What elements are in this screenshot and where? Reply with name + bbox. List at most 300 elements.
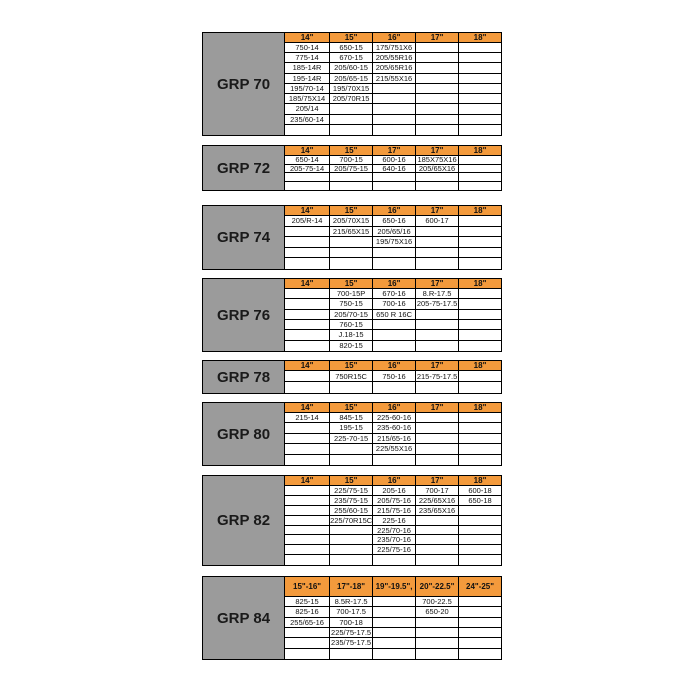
size-cell: 215/75-16 [373,506,416,516]
table-row [285,156,501,165]
size-cell [416,227,459,238]
size-cell [459,413,501,423]
group-label: GRP 78 [203,361,285,393]
size-cell [285,310,330,320]
size-cell: 235/65X16 [416,506,459,516]
size-cell: 235-60-16 [373,423,416,433]
size-cell: 235/70-16 [373,535,416,545]
header-cell: 19"-19.5", [373,577,416,597]
size-cell [285,486,330,496]
table-row [285,371,501,382]
size-cell [416,618,459,628]
size-cell: 670-15 [330,53,373,63]
size-cell: 225-16 [373,516,416,526]
size-cell: 215/55X16 [373,74,416,84]
group-grp-84 [202,576,502,660]
size-grid [285,476,501,565]
size-cell: 205/65R16 [373,63,416,73]
size-cell: 205/14 [285,104,330,114]
size-cell [373,94,416,104]
table-row [285,165,501,174]
size-cell [459,104,501,114]
size-cell: 600-18 [459,486,501,496]
table-row [285,618,501,628]
size-cell [459,607,501,617]
header-cell: 17" [416,476,459,486]
table-row [285,258,501,269]
size-cell: J.18-15 [330,330,373,340]
table-row [285,382,501,393]
size-cell [416,320,459,330]
table-row [285,526,501,536]
size-cell [459,216,501,227]
size-cell [285,444,330,454]
size-cell [416,545,459,555]
size-cell: 205/60-15 [330,63,373,73]
size-cell: 235/60-14 [285,115,330,125]
size-cell [373,555,416,565]
size-cell: 750-16 [373,371,416,382]
size-cell: 700-22.5 [416,597,459,607]
size-cell: 820-15 [330,341,373,351]
size-cell [285,455,330,465]
size-cell [459,423,501,433]
header-cell: 16" [373,33,416,43]
table-row [285,104,501,114]
size-grid [285,206,501,269]
table-row [285,63,501,73]
size-cell [459,618,501,628]
header-cell: 14" [285,403,330,413]
size-cell [373,320,416,330]
size-cell [416,173,459,182]
size-cell: 700-17.5 [330,607,373,617]
size-cell [416,444,459,454]
header-cell: 15" [330,279,373,289]
header-row [285,206,501,216]
size-cell [416,423,459,433]
size-cell [285,299,330,309]
table-row [285,628,501,638]
size-cell: 225/65X16 [416,496,459,506]
size-cell: 775-14 [285,53,330,63]
size-cell [373,618,416,628]
group-grp-74 [202,205,502,270]
size-cell [459,84,501,94]
size-cell: 600-16 [373,156,416,165]
size-cell [330,125,373,135]
size-cell [330,382,373,393]
size-cell: 640-16 [373,165,416,174]
size-cell [285,628,330,638]
size-cell [416,310,459,320]
table-row [285,216,501,227]
size-cell [416,330,459,340]
header-cell: 15" [330,476,373,486]
table-row [285,535,501,545]
size-cell [459,371,501,382]
size-cell: 255/65-16 [285,618,330,628]
size-cell [459,455,501,465]
group-grp-82 [202,475,502,566]
size-cell [285,649,330,659]
size-cell: 225/70-16 [373,526,416,536]
size-cell: 8.R-17.5 [416,289,459,299]
size-cell [373,607,416,617]
header-cell: 17" [373,146,416,156]
group-grp-70 [202,32,502,136]
size-cell [285,434,330,444]
size-cell [373,638,416,648]
size-cell [459,526,501,536]
table-row [285,649,501,659]
size-cell: 760-15 [330,320,373,330]
header-cell: 17" [416,146,459,156]
size-cell [373,182,416,191]
table-row [285,330,501,340]
size-cell: 185-14R [285,63,330,73]
group-grp-72 [202,145,502,191]
size-grid [285,403,501,465]
size-cell: 650-18 [459,496,501,506]
size-cell [330,258,373,269]
size-cell [416,248,459,259]
table-row [285,115,501,125]
size-cell [330,545,373,555]
size-cell: 205/70-15 [330,310,373,320]
size-cell [416,638,459,648]
header-cell: 15" [330,146,373,156]
table-row [285,94,501,104]
size-cell [373,330,416,340]
size-cell [373,597,416,607]
header-cell: 16" [373,361,416,371]
size-cell: 255/60-15 [330,506,373,516]
size-cell [459,258,501,269]
size-cell: 215-14 [285,413,330,423]
size-cell [416,526,459,536]
group-label: GRP 72 [203,146,285,190]
size-cell [416,555,459,565]
table-row [285,43,501,53]
size-cell [459,237,501,248]
size-cell: 205/75-16 [373,496,416,506]
size-cell: 700-18 [330,618,373,628]
header-row [285,577,501,597]
size-cell: 225-60-16 [373,413,416,423]
size-cell [459,125,501,135]
size-cell [459,649,501,659]
size-cell [373,125,416,135]
header-cell: 14" [285,146,330,156]
size-cell [285,371,330,382]
table-row [285,434,501,444]
size-cell [459,53,501,63]
header-cell: 15"-16" [285,577,330,597]
size-cell: 225/75-17.5 [331,627,372,637]
size-cell [373,104,416,114]
header-cell: 17" [416,33,459,43]
size-grid [285,279,501,351]
header-cell: 14" [285,206,330,216]
size-cell [416,455,459,465]
size-cell [285,526,330,536]
size-cell [285,258,330,269]
table-row [285,444,501,454]
table-row [285,516,501,526]
size-cell [416,94,459,104]
size-cell: 205-75-14 [285,165,330,174]
size-cell: 235/75-15 [330,496,373,506]
size-cell [459,545,501,555]
header-cell: 18" [459,476,501,486]
size-cell: 195-14R [285,74,330,84]
size-cell [416,628,459,638]
group-label: GRP 74 [203,206,285,269]
header-row [285,361,501,371]
header-cell: 18" [459,33,501,43]
table-row [285,496,501,506]
group-label: GRP 84 [203,577,285,659]
size-cell: 700-15P [330,289,373,299]
header-row [285,33,501,43]
size-cell: 205/R-14 [285,216,330,227]
size-cell [459,555,501,565]
table-row [285,84,501,94]
header-cell: 18" [459,403,501,413]
size-cell [330,526,373,536]
size-cell [416,434,459,444]
size-cell [459,535,501,545]
table-row [285,341,501,351]
size-cell: 225/70R15C [330,515,373,525]
header-cell: 17"-18" [330,577,373,597]
size-cell [459,156,501,165]
group-label: GRP 70 [203,33,285,135]
header-row [285,146,501,156]
size-cell [416,182,459,191]
size-cell: 215/65X15 [330,227,373,238]
header-cell: 16" [373,476,416,486]
size-cell: 205-16 [373,486,416,496]
table-row [285,74,501,84]
size-cell: 175/751X6 [373,43,416,53]
size-cell [330,237,373,248]
size-cell: 670-16 [373,289,416,299]
size-cell [459,227,501,238]
size-cell: 205/65X16 [416,165,459,174]
group-grp-80 [202,402,502,466]
size-cell: 235/75-17.5 [331,638,372,648]
size-cell [285,182,330,191]
size-cell: 225/55X16 [373,444,416,454]
size-cell [416,649,459,659]
size-cell: 750-15 [330,299,373,309]
header-cell: 14" [285,33,330,43]
header-cell: 16" [373,279,416,289]
size-cell [373,258,416,269]
header-cell: 15" [330,33,373,43]
table-row [285,545,501,555]
size-cell [459,74,501,84]
size-cell [459,115,501,125]
size-cell [416,413,459,423]
size-cell [285,289,330,299]
table-row [285,607,501,617]
header-row [285,476,501,486]
size-cell [330,455,373,465]
size-cell: 195/75X16 [373,237,416,248]
size-cell [285,555,330,565]
size-cell [285,638,330,648]
size-cell: 825-15 [285,597,330,607]
size-cell [285,516,330,526]
size-cell [373,628,416,638]
header-cell: 15" [330,361,373,371]
size-cell [459,299,501,309]
header-cell: 17" [416,206,459,216]
size-cell [373,173,416,182]
table-row [285,289,501,299]
table-row [285,53,501,63]
header-cell: 20"-22.5" [416,577,459,597]
size-cell [285,227,330,238]
header-cell: 17" [416,403,459,413]
header-cell: 14" [285,279,330,289]
size-cell [416,115,459,125]
header-cell: 18" [459,146,501,156]
size-cell: 225/75-16 [373,545,416,555]
size-cell [416,237,459,248]
size-cell [373,649,416,659]
size-cell [285,496,330,506]
header-cell: 16" [373,403,416,413]
header-cell: 17" [416,279,459,289]
size-cell: 205/55R16 [373,53,416,63]
header-cell: 18" [459,206,501,216]
size-cell [459,444,501,454]
size-cell [416,516,459,526]
size-cell [459,434,501,444]
size-cell: 205/65/16 [373,227,416,238]
size-cell [459,382,501,393]
size-cell [330,182,373,191]
size-cell [373,455,416,465]
size-cell [459,289,501,299]
size-cell: 700-15 [330,156,373,165]
header-cell: 16" [373,206,416,216]
size-cell [459,248,501,259]
size-cell [285,382,330,393]
header-row [285,279,501,289]
table-row [285,227,501,238]
size-cell [416,53,459,63]
size-cell [459,310,501,320]
size-cell [459,638,501,648]
size-cell [459,628,501,638]
size-cell: 600-17 [416,216,459,227]
size-cell: 700-17 [416,486,459,496]
size-grid [285,361,501,393]
size-cell [459,173,501,182]
size-cell [285,248,330,259]
size-cell [459,94,501,104]
size-cell [330,649,373,659]
size-cell [285,341,330,351]
size-cell [416,84,459,94]
size-cell [330,104,373,114]
size-cell: 195/70-14 [285,84,330,94]
table-row [285,486,501,496]
size-cell: 700-16 [373,299,416,309]
size-cell: 825-16 [285,607,330,617]
size-cell [459,597,501,607]
size-cell [416,382,459,393]
table-row [285,248,501,259]
table-row [285,173,501,182]
size-cell: 750R15C [330,371,373,382]
size-cell [459,506,501,516]
size-cell: 650-14 [285,156,330,165]
size-cell: 8.5R-17.5 [330,597,373,607]
size-cell [330,115,373,125]
size-cell [459,43,501,53]
size-cell [373,115,416,125]
group-grp-78 [202,360,502,394]
size-cell [373,248,416,259]
size-grid [285,577,501,659]
size-cell [285,173,330,182]
table-row [285,237,501,248]
size-cell [416,104,459,114]
table-row [285,597,501,607]
group-label: GRP 80 [203,403,285,465]
header-cell: 18" [459,361,501,371]
size-cell [330,248,373,259]
size-cell: 205/65-15 [330,74,373,84]
size-cell [330,444,373,454]
size-cell [416,125,459,135]
size-cell: 205/70X15 [330,216,373,227]
size-cell: 750-14 [285,43,330,53]
size-cell [285,545,330,555]
size-cell: 195/70X15 [330,84,373,94]
header-cell: 15" [330,206,373,216]
group-label: GRP 76 [203,279,285,351]
size-cell: 215/65-16 [373,434,416,444]
size-cell [285,237,330,248]
header-cell: 18" [459,279,501,289]
size-cell [459,330,501,340]
size-cell: 845-15 [330,413,373,423]
size-cell: 185/75X14 [285,94,330,104]
size-cell: 650-15 [330,43,373,53]
size-cell [416,63,459,73]
size-cell: 195-15 [330,423,373,433]
header-cell: 24"-25" [459,577,501,597]
size-cell [459,63,501,73]
size-cell [459,320,501,330]
table-row [285,310,501,320]
size-cell [459,182,501,191]
size-cell [285,423,330,433]
size-cell [373,382,416,393]
table-row [285,455,501,465]
table-row [285,638,501,648]
size-cell [285,125,330,135]
table-row [285,413,501,423]
table-row [285,423,501,433]
